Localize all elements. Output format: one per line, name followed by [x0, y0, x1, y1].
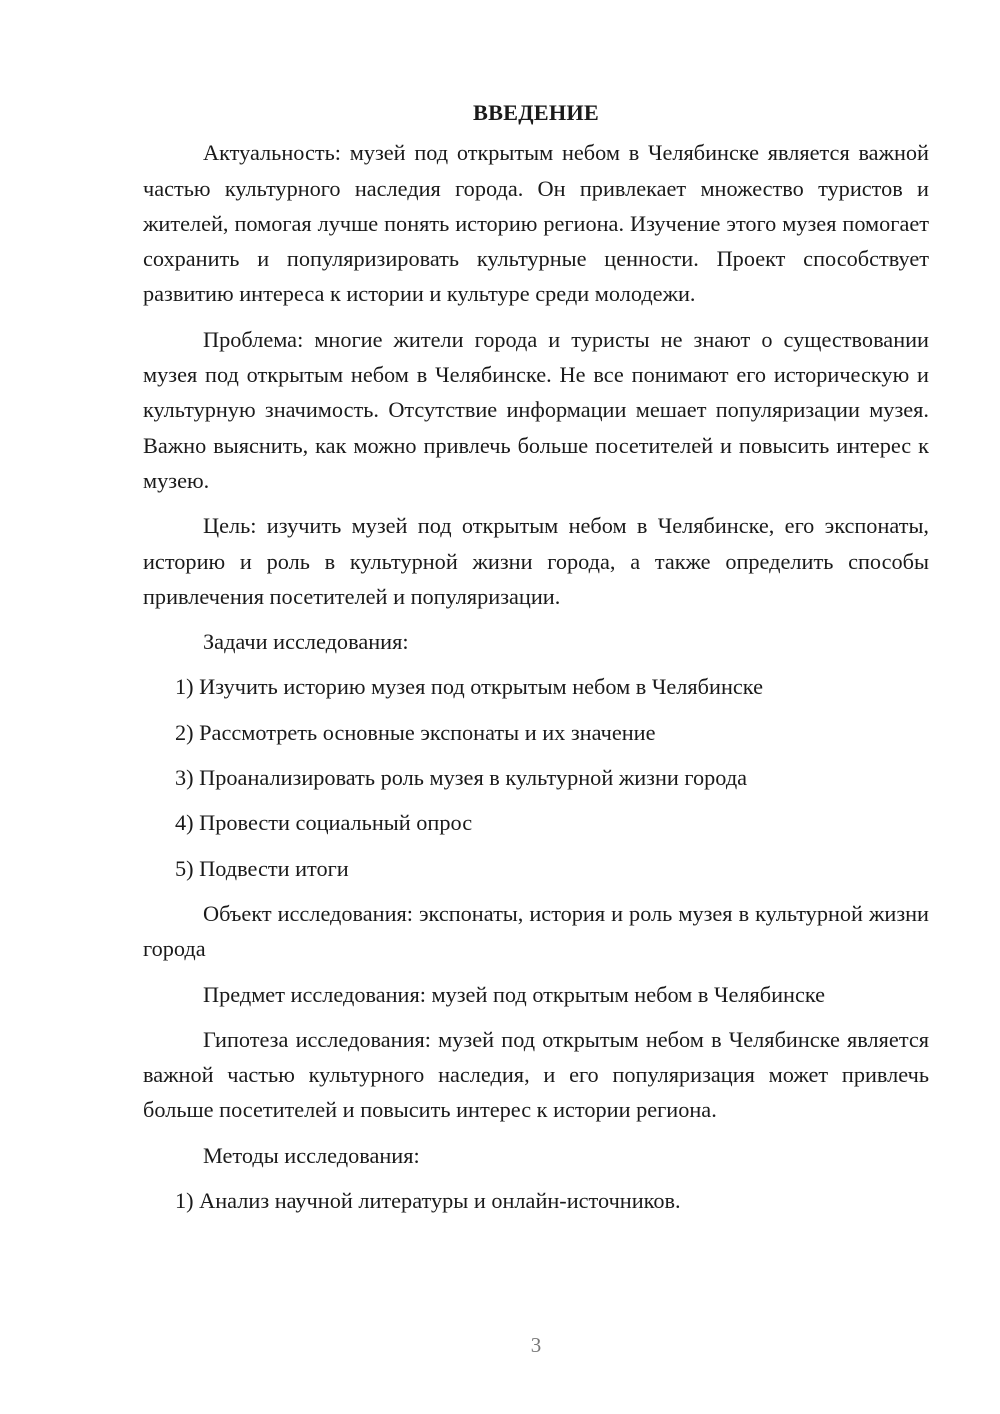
task-item: 4) Провести социальный опрос	[175, 810, 473, 836]
task-item: 3) Проанализировать роль музея в культурной жизни города	[175, 765, 748, 791]
section-title: ВВЕДЕНИЕ	[473, 100, 599, 125]
page-number: 3	[530, 1333, 542, 1357]
task-item: 5) Подвести итоги	[175, 855, 349, 881]
method-item: 1) Анализ научной литературы и онлайн-источников.	[175, 1188, 681, 1214]
page-content	[143, 95, 929, 1228]
task-item: 2) Рассмотреть основные экспонаты и их значение	[175, 719, 656, 745]
subject-paragraph: Предмет исследования: музей под открытым небом в Челябинске	[203, 981, 826, 1007]
object-paragraph: Объект исследования: экспонаты, история и роль музея в культурной жизни города	[143, 900, 929, 962]
relevance-paragraph: Актуальность: музей под открытым небом в Челябинске является важной частью культурного наследия города. Он привлекает множество туристов и жителей, помогая лучше понять историю региона. Изучение этого музея помогает сохранить и популяризировать культурные ценности. Проект способствует развитию интереса к истории и культуре среди молодежи.	[143, 140, 929, 307]
methods-heading: Методы исследования:	[203, 1142, 420, 1168]
goal-paragraph: Цель: изучить музей под открытым небом в Челябинске, его экспонаты, историю и роль в культурной жизни города, а также определить способы привлечения посетителей и популяризации.	[143, 513, 929, 609]
problem-paragraph: Проблема: многие жители города и туристы не знают о существовании музея под открытым небом в Челябинске. Не все понимают его историческую и культурную значимость. Отсутствие информации мешает популяризации музея. Важно выяснить, как можно привлечь больше посетителей и повысить интерес к музею.	[143, 326, 929, 493]
tasks-heading: Задачи исследования:	[203, 629, 409, 655]
hypothesis-paragraph: Гипотеза исследования: музей под открытым небом в Челябинске является важной частью культурного наследия, и его популяризация может привлечь больше посетителей и повысить интерес к истории региона.	[143, 1026, 929, 1123]
task-item: 1) Изучить историю музея под открытым небом в Челябинске	[175, 674, 763, 700]
